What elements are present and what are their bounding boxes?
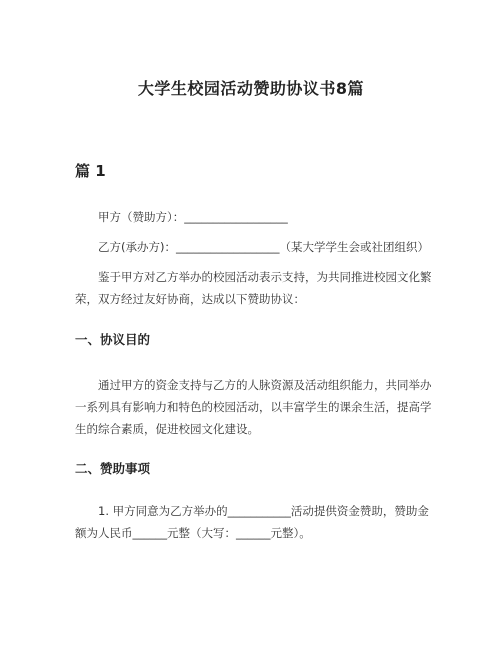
party-b-line: 乙方(承办方)：__________________（某大学学生会或社团组织） bbox=[98, 240, 429, 254]
section-body-sponsorship: 1. 甲方同意为乙方举办的___________活动提供资金赞助，赞助金额为人民币______元整（大写：______元整）。 bbox=[75, 504, 429, 540]
section-body-purpose: 通过甲方的资金支持与乙方的人脉资源及活动组织能力，共同举办一系列具有影响力和特色的校园活动，以丰富学生的课余生活，提高学生的综合素质，促进校园文化建设。 bbox=[75, 378, 432, 436]
document-title: 大学生校园活动赞助协议书8篇 bbox=[137, 79, 365, 98]
section-heading-sponsorship: 二、赞助事项 bbox=[75, 461, 151, 476]
section-heading-purpose: 一、协议目的 bbox=[75, 332, 151, 347]
party-a-line: 甲方（赞助方）：__________________ bbox=[98, 210, 288, 224]
section-label: 篇 1 bbox=[75, 162, 106, 180]
intro-paragraph: 鉴于甲方对乙方举办的校园活动表示支持，为共同推进校园文化繁荣，双方经过友好协商，达成以下赞助协议： bbox=[75, 270, 432, 306]
